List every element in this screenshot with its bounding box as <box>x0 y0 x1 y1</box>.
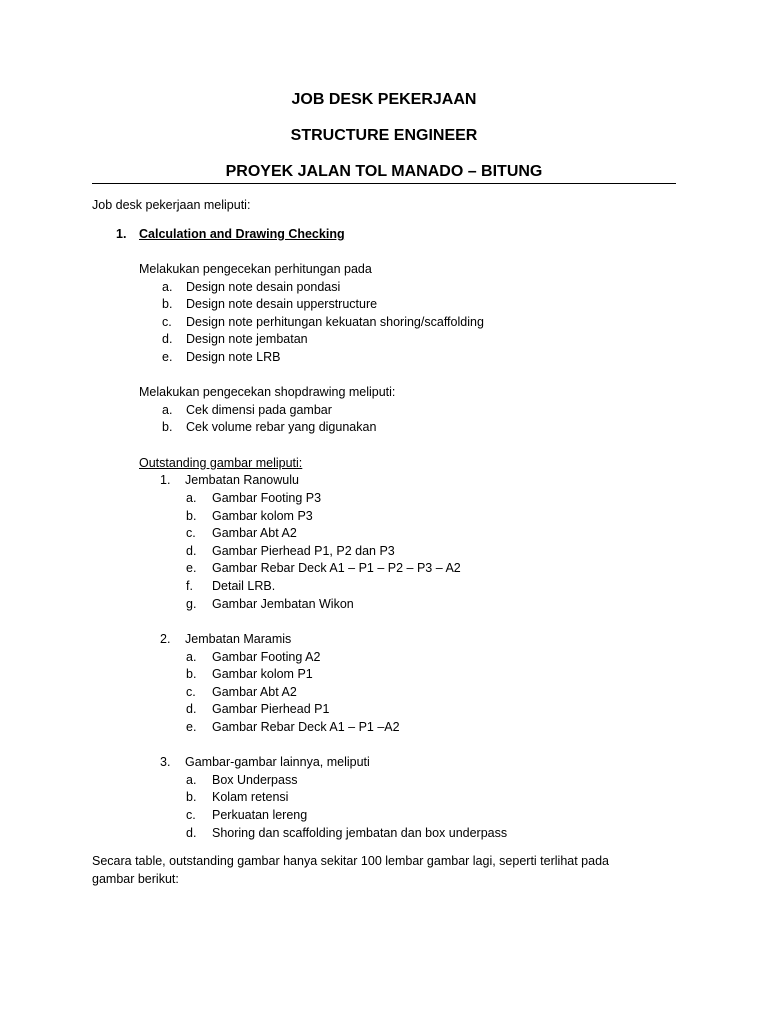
list-marker: d. <box>186 826 197 840</box>
group-name: Jembatan Ranowulu <box>185 473 299 487</box>
list-marker: f. <box>186 579 193 593</box>
list-marker: c. <box>186 685 196 699</box>
list-marker: c. <box>186 526 196 540</box>
list-marker: b. <box>162 420 173 434</box>
list-item: Gambar Pierhead P1, P2 dan P3 <box>212 544 395 558</box>
list-item: Detail LRB. <box>212 579 276 593</box>
list-marker: b. <box>162 297 173 311</box>
list-marker: g. <box>186 597 197 611</box>
group-name: Jembatan Maramis <box>185 632 292 646</box>
list-item: Gambar Rebar Deck A1 – P1 –A2 <box>212 720 400 734</box>
list-item: Design note jembatan <box>186 332 308 346</box>
title-divider <box>92 183 676 184</box>
list-marker: d. <box>186 544 197 558</box>
list-item: Gambar Footing A2 <box>212 650 321 664</box>
list-item: Gambar Footing P3 <box>212 491 322 505</box>
project-title: PROYEK JALAN TOL MANADO – BITUNG <box>225 163 543 180</box>
group-number: 1. <box>160 473 171 487</box>
list-item: Design note desain pondasi <box>186 280 341 294</box>
list-item: Gambar Abt A2 <box>212 526 297 540</box>
list-marker: c. <box>162 315 172 329</box>
outstanding-heading: Outstanding gambar meliputi: <box>139 456 303 470</box>
group-name: Gambar-gambar lainnya, meliputi <box>185 755 370 769</box>
shop-intro: Melakukan pengecekan shopdrawing meliputi: <box>139 385 396 399</box>
list-marker: e. <box>162 350 173 364</box>
intro-text: Job desk pekerjaan meliputi: <box>92 198 251 212</box>
list-item: Shoring dan scaffolding jembatan dan box underpass <box>212 826 508 840</box>
document-subtitle: STRUCTURE ENGINEER <box>290 127 478 144</box>
list-marker: a. <box>186 773 197 787</box>
closing-text: Secara table, outstanding gambar hanya sekitar 100 lembar gambar lagi, seperti terlihat pada <box>92 854 609 868</box>
list-marker: a. <box>162 403 173 417</box>
calc-intro: Melakukan pengecekan perhitungan pada <box>139 262 372 276</box>
list-item: Box Underpass <box>212 773 298 787</box>
list-marker: e. <box>186 720 197 734</box>
list-item: Gambar Pierhead P1 <box>212 702 330 716</box>
list-item: Gambar Abt A2 <box>212 685 297 699</box>
list-marker: b. <box>186 509 197 523</box>
section-number: 1. <box>116 227 127 241</box>
list-marker: c. <box>186 808 196 822</box>
list-marker: b. <box>186 790 197 804</box>
list-item: Gambar Jembatan Wikon <box>212 597 354 611</box>
list-marker: a. <box>186 491 197 505</box>
list-marker: b. <box>186 667 197 681</box>
closing-text-continued: gambar berikut: <box>92 872 179 886</box>
list-item: Gambar Rebar Deck A1 – P1 – P2 – P3 – A2 <box>212 561 461 575</box>
list-marker: d. <box>162 332 173 346</box>
group-number: 3. <box>160 755 171 769</box>
list-marker: a. <box>186 650 197 664</box>
section-heading: Calculation and Drawing Checking <box>139 227 345 241</box>
list-marker: d. <box>186 702 197 716</box>
list-item: Cek volume rebar yang digunakan <box>186 420 377 434</box>
document-title: JOB DESK PEKERJAAN <box>291 91 477 108</box>
list-marker: e. <box>186 561 197 575</box>
list-item: Design note desain upperstructure <box>186 297 378 311</box>
group-number: 2. <box>160 632 171 646</box>
list-item: Kolam retensi <box>212 790 289 804</box>
list-item: Cek dimensi pada gambar <box>186 403 332 417</box>
list-item: Gambar kolom P3 <box>212 509 313 523</box>
list-item: Perkuatan lereng <box>212 808 308 822</box>
list-item: Gambar kolom P1 <box>212 667 313 681</box>
list-marker: a. <box>162 280 173 294</box>
list-item: Design note perhitungan kekuatan shoring/scaffolding <box>186 315 484 329</box>
list-item: Design note LRB <box>186 350 281 364</box>
